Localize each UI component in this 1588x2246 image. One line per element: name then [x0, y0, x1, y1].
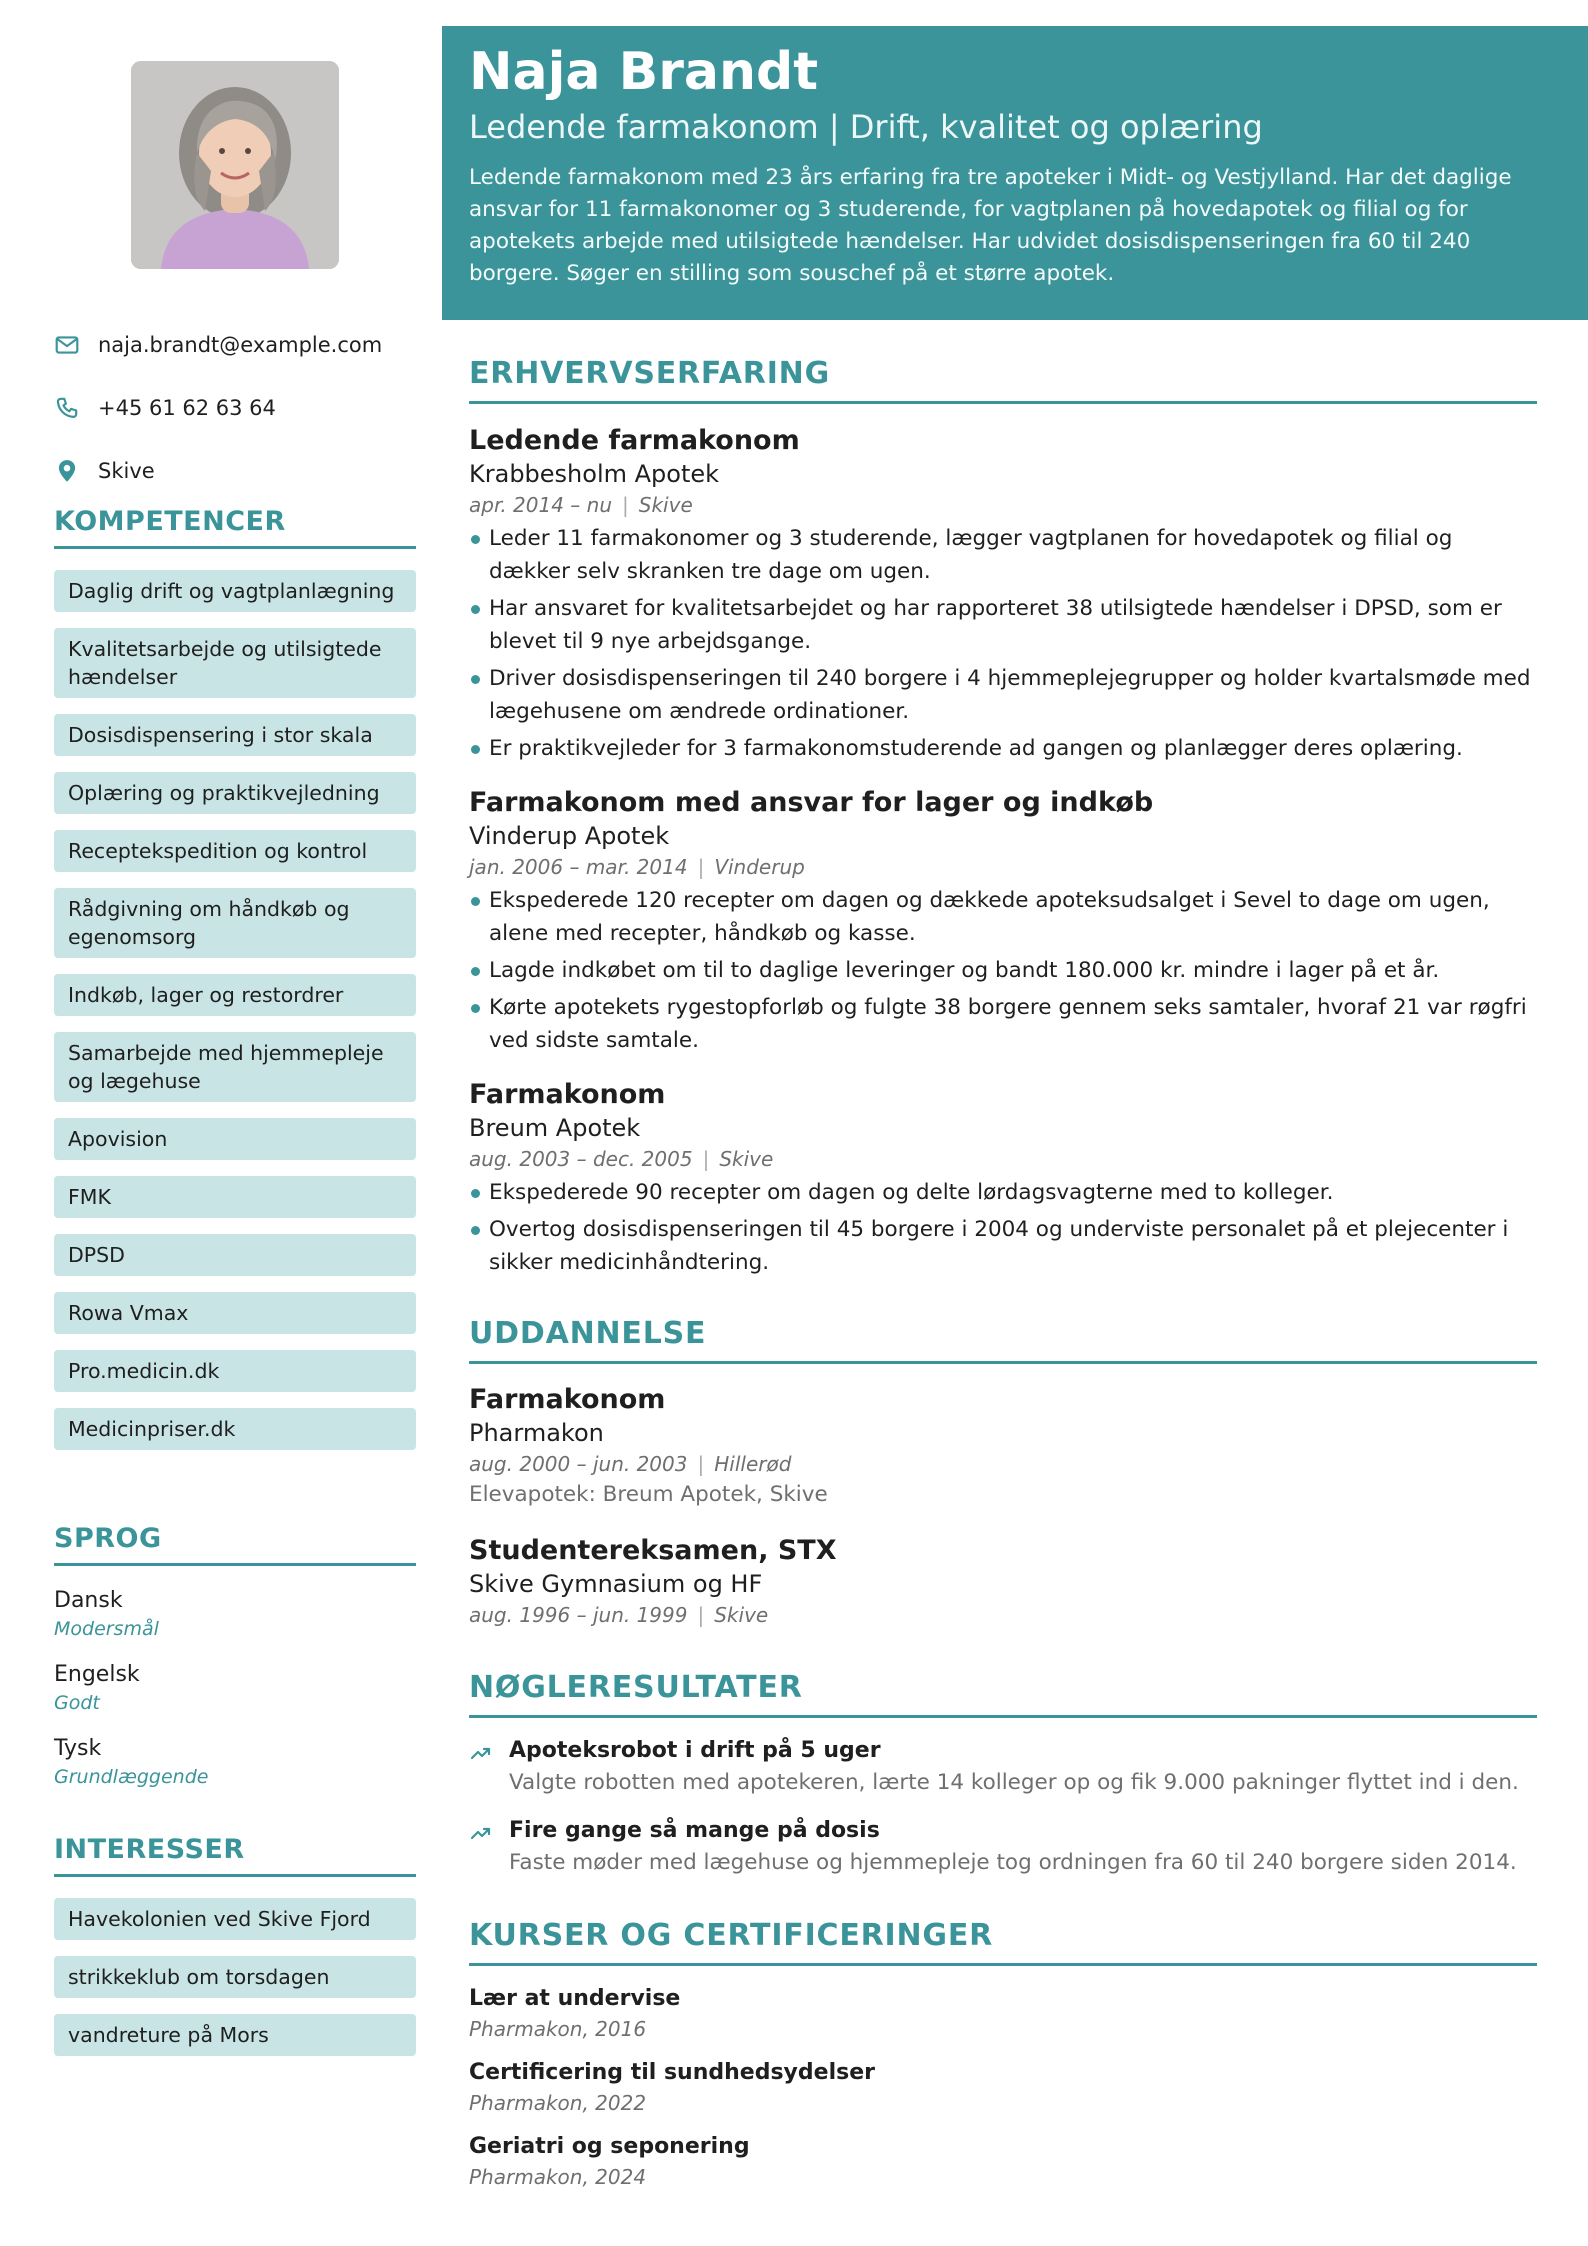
- course-title: Lær at undervise: [469, 1986, 681, 2011]
- courses-heading: KURSER OG CERTIFICERINGER: [469, 1918, 1537, 1966]
- language-name: Dansk: [54, 1588, 123, 1613]
- language-item: [54, 1660, 416, 1716]
- entry-place: Hillerød: [714, 1452, 792, 1476]
- skill-chip: Medicinpriser.dk: [54, 1408, 416, 1450]
- profile-summary: Ledende farmakonom med 23 års erfaring fra tre apoteker i Midt- og Vestjylland. Har det daglige ansvar for 11 farmakonomer og 3 studerende, for vagtplanen på hovedapotek og filial og for apotekets arbejde med utilsigtede hændelser. Har udvidet dosisdispenseringen fra 60 til 240 borgere. Søger en stilling som souschef på et større apotek.: [469, 165, 1512, 286]
- job-title: Farmakonom: [469, 1079, 666, 1110]
- entry-meta: [469, 1449, 1537, 1479]
- contact-location: [54, 439, 416, 502]
- skill-chip: Rådgivning om håndkøb og egenomsorg: [54, 888, 416, 958]
- achievement-list: [469, 1176, 1537, 1279]
- job-entry: [469, 424, 1537, 769]
- result-description: Faste møder med lægehuse og hjemmepleje tog ordningen fra 60 til 240 borgere siden 2014.: [509, 1850, 1517, 1875]
- location-text: Skive: [98, 458, 155, 483]
- skill-chip: Indkøb, lager og restordrer: [54, 974, 416, 1016]
- interest-chip: strikkeklub om torsdagen: [54, 1956, 416, 1998]
- entry-dates: aug. 2000 – jun. 2003: [469, 1452, 688, 1476]
- achievement-bullet: Driver dosisdispenseringen til 240 borgere i 4 hjemmeplejegrupper og holder kvartalsmøde med lægehusene om ændrede ordinationer.: [469, 662, 1537, 728]
- education-entry: [469, 1534, 1537, 1630]
- full-name: Naja Brandt: [469, 42, 819, 102]
- achievement-bullet: Ekspederede 120 recepter om dagen og dækkede apoteksudsalget i Sevel to dage om ugen, alene med recepter, håndkøb og kasse.: [469, 884, 1537, 950]
- trending-up-icon: [469, 1741, 493, 1765]
- skill-chip: Samarbejde med hjemmepleje og lægehuse: [54, 1032, 416, 1102]
- course-title: Certificering til sundhedsydelser: [469, 2060, 875, 2085]
- entry-place: Skive: [719, 1147, 774, 1171]
- education-note: Elevapotek: Breum Apotek, Skive: [469, 1482, 828, 1507]
- entry-dates: jan. 2006 – mar. 2014: [469, 855, 688, 879]
- meta-separator: |: [702, 1147, 710, 1171]
- headline: Ledende farmakonom | Drift, kvalitet og oplæring: [469, 108, 1263, 146]
- trending-up-icon: [469, 1821, 493, 1845]
- employer-name: Krabbesholm Apotek: [469, 460, 720, 488]
- achievement-list: [469, 884, 1537, 1057]
- result-title: Apoteksrobot i drift på 5 uger: [509, 1738, 881, 1763]
- achievement-bullet: Overtog dosisdispenseringen til 45 borgere i 2004 og underviste personalet på et plejecenter i sikker medicinhåndtering.: [469, 1213, 1537, 1279]
- result-item: [469, 1815, 1537, 1879]
- achievement-list: [469, 522, 1537, 765]
- result-item: [469, 1735, 1537, 1799]
- header-banner: [442, 26, 1588, 320]
- course-meta: Pharmakon, 2024: [469, 2165, 647, 2189]
- degree-title: Studentereksamen, STX: [469, 1535, 837, 1566]
- phone-text: +45 61 62 63 64: [98, 395, 276, 420]
- language-level: Grundlæggende: [54, 1766, 209, 1788]
- entry-dates: aug. 1996 – jun. 1999: [469, 1603, 688, 1627]
- skill-chip: Rowa Vmax: [54, 1292, 416, 1334]
- skills-heading: KOMPETENCER: [54, 506, 416, 549]
- skill-chip: Receptekspedition og kontrol: [54, 830, 416, 872]
- entry-place: Skive: [714, 1603, 769, 1627]
- course-meta: Pharmakon, 2022: [469, 2091, 647, 2115]
- portrait-image: [131, 61, 339, 269]
- education-heading: UDDANNELSE: [469, 1316, 1537, 1364]
- entry-meta: [469, 1600, 1537, 1630]
- job-entry: [469, 1078, 1537, 1283]
- skill-chip: Apovision: [54, 1118, 416, 1160]
- job-entry: [469, 786, 1537, 1061]
- interests-list: [54, 1898, 416, 2072]
- contact-email[interactable]: [54, 313, 416, 376]
- degree-title: Farmakonom: [469, 1384, 666, 1415]
- languages-heading: SPROG: [54, 1523, 416, 1566]
- entry-dates: aug. 2003 – dec. 2005: [469, 1147, 693, 1171]
- achievement-bullet: Har ansvaret for kvalitetsarbejdet og har rapporteret 38 utilsigtede hændelser i DPSD, som er blevet til 9 nye arbejdsgange.: [469, 592, 1537, 658]
- map-pin-icon: [54, 458, 80, 484]
- skill-chip: DPSD: [54, 1234, 416, 1276]
- mail-icon: [54, 332, 80, 358]
- experience-heading: ERHVERVSERFARING: [469, 356, 1537, 404]
- skills-list: [54, 570, 416, 1466]
- language-level: Godt: [54, 1692, 100, 1714]
- language-level: Modersmål: [54, 1618, 159, 1640]
- entry-meta: [469, 490, 1537, 520]
- skill-chip: Daglig drift og vagtplanlægning: [54, 570, 416, 612]
- skill-chip: Kvalitetsarbejde og utilsigtede hændelser: [54, 628, 416, 698]
- education-entry: [469, 1383, 1537, 1511]
- meta-separator: |: [697, 1603, 705, 1627]
- achievement-bullet: Er praktikvejleder for 3 farmakonomstuderende ad gangen og planlægger deres oplæring.: [469, 732, 1537, 765]
- employer-name: Breum Apotek: [469, 1114, 641, 1142]
- institution-name: Pharmakon: [469, 1419, 604, 1447]
- result-description: Valgte robotten med apotekeren, lærte 14 kolleger op og fik 9.000 pakninger flyttet ind i den.: [509, 1770, 1519, 1795]
- entry-meta: [469, 852, 1537, 882]
- profile-photo: [131, 61, 339, 269]
- phone-icon: [54, 395, 80, 421]
- language-item: [54, 1586, 416, 1642]
- achievement-bullet: Kørte apotekets rygestopforløb og fulgte 38 borgere gennem seks samtaler, hvoraf 21 var røgfri ved sidste samtale.: [469, 991, 1537, 1057]
- entry-place: Vinderup: [714, 855, 805, 879]
- entry-place: Skive: [638, 493, 693, 517]
- skill-chip: Oplæring og praktikvejledning: [54, 772, 416, 814]
- course-item: [469, 1983, 1537, 2043]
- course-meta: Pharmakon, 2016: [469, 2017, 647, 2041]
- interest-chip: Havekolonien ved Skive Fjord: [54, 1898, 416, 1940]
- institution-name: Skive Gymnasium og HF: [469, 1570, 763, 1598]
- course-item: [469, 2131, 1537, 2191]
- results-heading: NØGLERESULTATER: [469, 1670, 1537, 1718]
- meta-separator: |: [697, 855, 705, 879]
- email-text: naja.brandt@example.com: [98, 332, 383, 357]
- achievement-bullet: Lagde indkøbet om til to daglige leveringer og bandt 180.000 kr. mindre i lager på et år.: [469, 954, 1537, 987]
- course-title: Geriatri og seponering: [469, 2134, 750, 2159]
- meta-separator: |: [697, 1452, 705, 1476]
- result-title: Fire gange så mange på dosis: [509, 1818, 880, 1843]
- language-name: Tysk: [54, 1736, 102, 1761]
- skill-chip: FMK: [54, 1176, 416, 1218]
- course-item: [469, 2057, 1537, 2117]
- employer-name: Vinderup Apotek: [469, 822, 670, 850]
- entry-meta: [469, 1144, 1537, 1174]
- contact-list: [54, 313, 416, 502]
- achievement-bullet: Ekspederede 90 recepter om dagen og delte lørdagsvagterne med to kolleger.: [469, 1176, 1537, 1209]
- interests-heading: INTERESSER: [54, 1834, 416, 1877]
- meta-separator: |: [622, 493, 629, 517]
- interest-chip: vandreture på Mors: [54, 2014, 416, 2056]
- entry-dates: apr. 2014 – nu: [469, 493, 613, 517]
- contact-phone[interactable]: [54, 376, 416, 439]
- job-title: Ledende farmakonom: [469, 425, 800, 456]
- achievement-bullet: Leder 11 farmakonomer og 3 studerende, lægger vagtplanen for hovedapotek og filial og dækker selv skranken tre dage om ugen.: [469, 522, 1537, 588]
- skill-chip: Dosisdispensering i stor skala: [54, 714, 416, 756]
- skill-chip: Pro.medicin.dk: [54, 1350, 416, 1392]
- language-item: [54, 1734, 416, 1790]
- job-title: Farmakonom med ansvar for lager og indkøb: [469, 787, 1154, 818]
- language-name: Engelsk: [54, 1662, 140, 1687]
- languages-list: [54, 1586, 416, 1808]
